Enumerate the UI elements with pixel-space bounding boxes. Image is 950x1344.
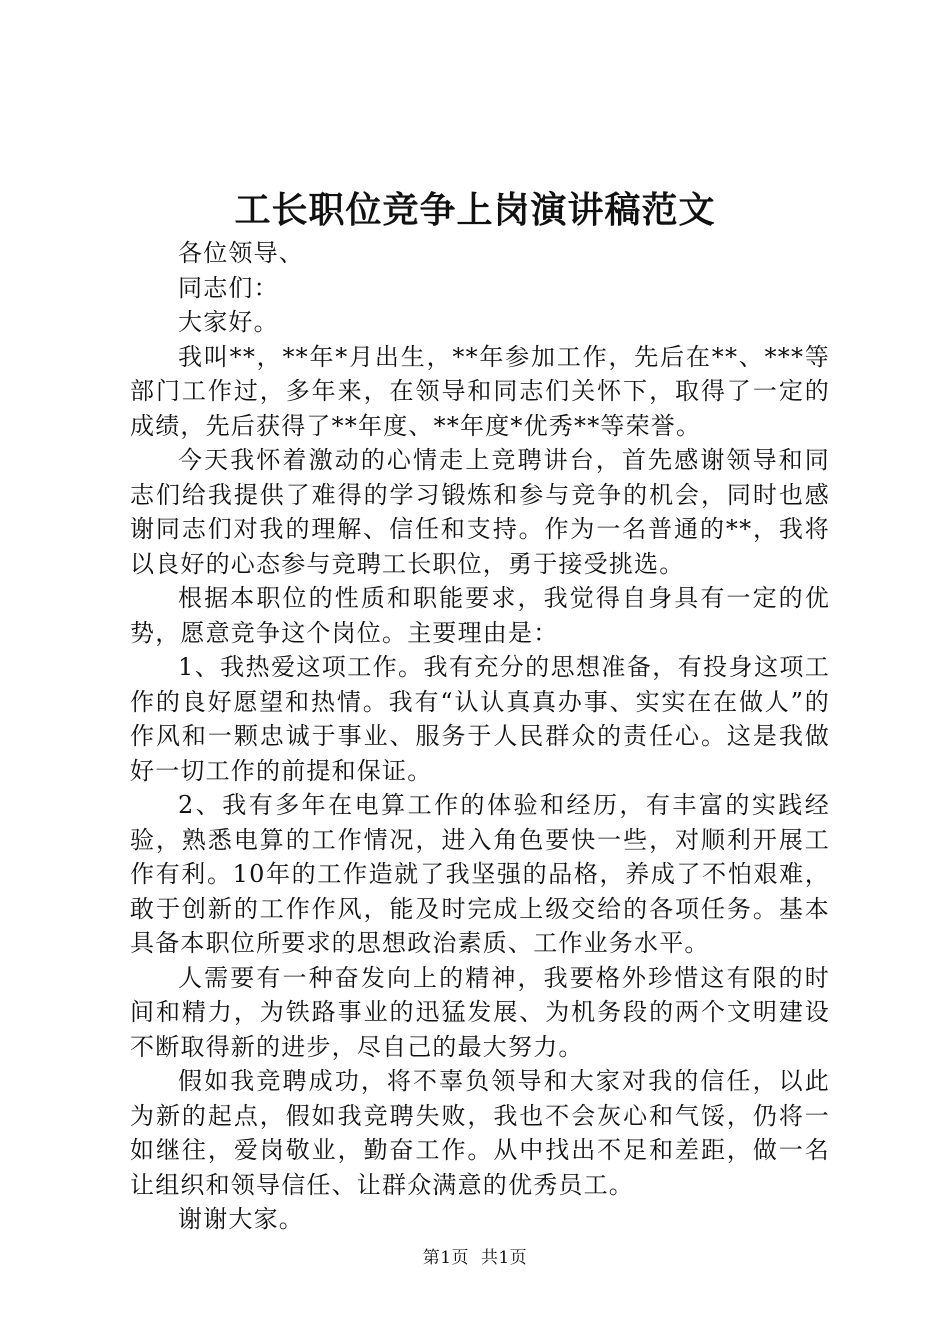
paragraph-introduction: 我叫**，**年*月出生，**年参加工作，先后在**、***等部门工作过，多年来，在领导和同志们关怀下，取得了一定的成绩，先后获得了**年度、**年度*优秀**等荣誉。 <box>130 342 830 440</box>
document-body <box>130 236 830 1237</box>
paragraph-reason-2: 2、我有多年在电算工作的体验和经历，有丰富的实践经验，熟悉电算的工作情况，进入角色要快一些，对顺利开展工作有利。10年的工作造就了我坚强的品格，养成了不怕艰难，敢于创新的工作作风，能及时完成上级交给的各项任务。基本具备本职位所要求的思想政治素质、工作业务水平。 <box>130 791 830 957</box>
paragraph-thanks: 今天我怀着激动的心情走上竞聘讲台，首先感谢领导和同志们给我提供了难得的学习锻炼和参与竞争的机会，同时也感谢同志们对我的理解、信任和支持。作为一名普通的**，我将以良好的心态参与竞聘工长职位，勇于接受挑选。 <box>130 446 830 578</box>
paragraph-outcome: 假如我竞聘成功，将不辜负领导和大家对我的信任，以此为新的起点，假如我竞聘失败，我也不会灰心和气馁，仍将一如继往，爱岗敬业，勤奋工作。从中找出不足和差距，做一名让组织和领导信任、让群众满意的优秀员工。 <box>130 1067 830 1199</box>
document-title: 工长职位竞争上岗演讲稿范文 <box>234 189 716 231</box>
closing-thanks: 谢谢大家。 <box>178 1205 304 1233</box>
paragraph-spirit: 人需要有一种奋发向上的精神，我要格外珍惜这有限的时间和精力，为铁路事业的迅猛发展、为机务段的两个文明建设不断取得新的进步，尽自己的最大努力。 <box>130 963 830 1061</box>
salutation-leaders: 各位领导、 <box>178 239 304 267</box>
paragraph-reasons-intro: 根据本职位的性质和职能要求，我觉得自身具有一定的优势，愿意竞争这个岗位。主要理由是： <box>130 584 830 647</box>
salutation-comrades: 同志们： <box>178 273 279 302</box>
paragraph-reason-1: 1、我热爱这项工作。我有充分的思想准备，有投身这项工作的良好愿望和热情。我有“认认真真办事、实实在在做人”的作风和一颗忠诚于事业、服务于人民群众的责任心。这是我做好一切工作的前提和保证。 <box>130 653 830 785</box>
page-footer <box>0 1247 950 1269</box>
greeting: 大家好。 <box>178 308 279 336</box>
page-number-current: 第1页 <box>422 1248 470 1268</box>
page-number-total: 共1页 <box>480 1248 528 1268</box>
